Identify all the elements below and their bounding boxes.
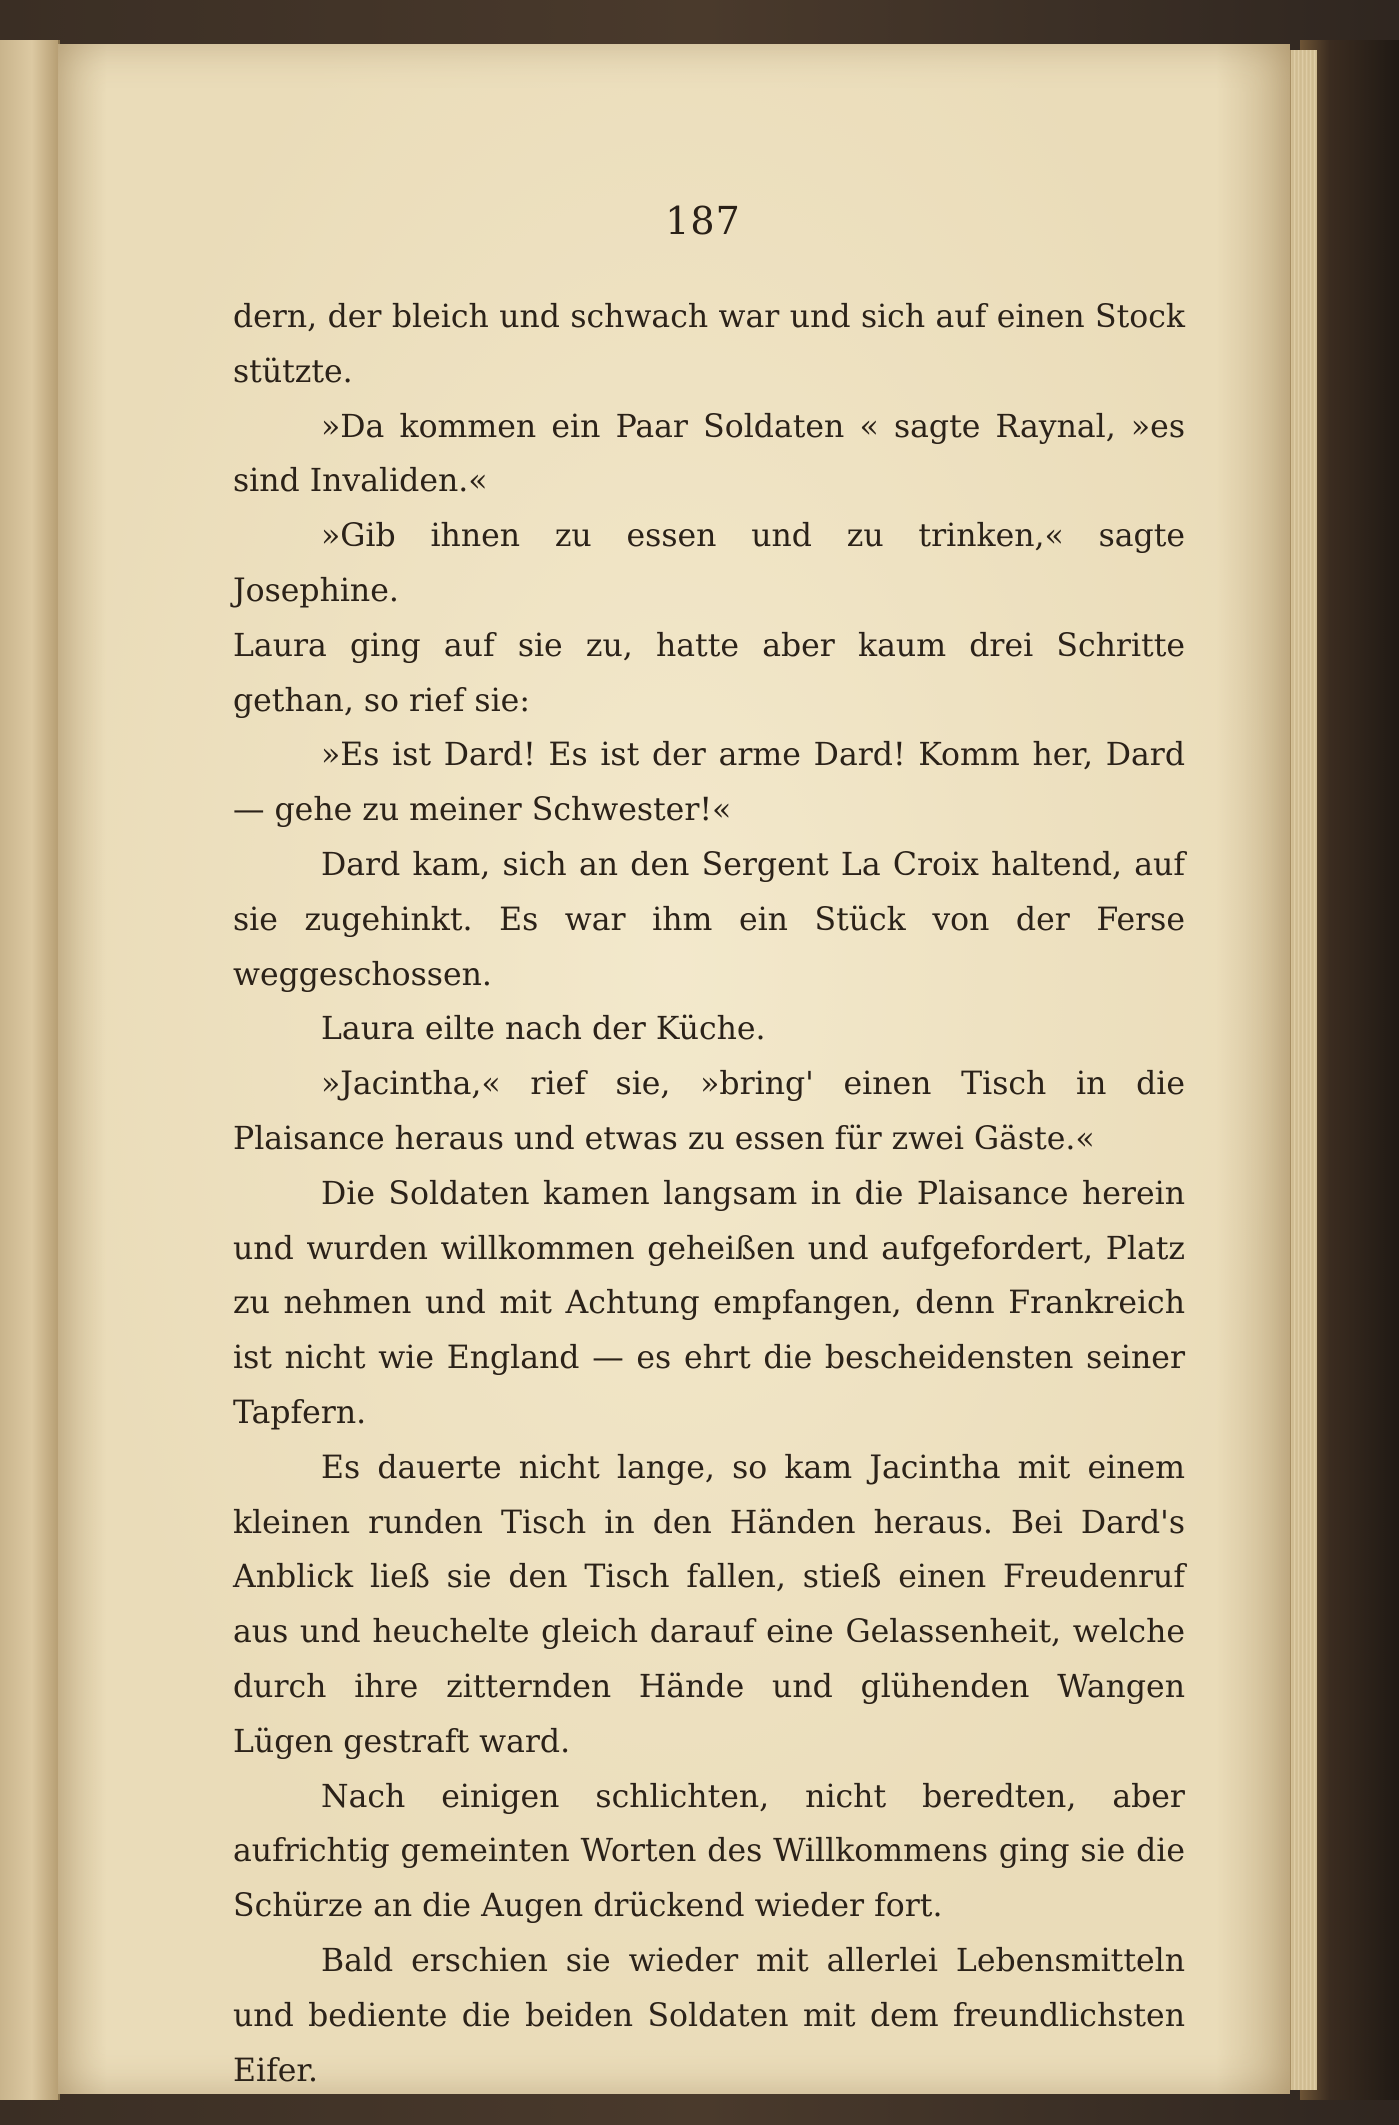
paragraph: »Da kommen ein Paar Soldaten « sagte Raynal, »es sind Invaliden.« (233, 408, 1185, 500)
paragraph: dern, der bleich und schwach war und sich auf einen Stock stützte. (233, 299, 1185, 390)
paragraph: Bald erschien sie wieder mit allerlei Lebensmitteln und bediente die beiden Soldaten mit dem freundlichsten Eifer. (233, 1942, 1185, 2089)
paragraph: »Gib ihnen zu essen und zu trinken,« sagte Josephine. (233, 518, 1185, 609)
page-edges (1290, 50, 1317, 2090)
paragraph: Es dauerte nicht lange, so kam Jacintha mit einem kleinen runden Tisch in den Händen heraus. Bei Dard's Anblick ließ sie den Tisch fallen, stieß einen Freudenruf aus und heuchelte gleich darauf eine Gelassenheit, welche durch ihre zitternden Hände und glühenden Wangen Lügen gestraft ward. (233, 1449, 1185, 1760)
paragraph: Laura eilte nach der Küche. (321, 1011, 766, 1048)
page-text (233, 290, 1185, 2098)
left-page-edge (0, 40, 60, 2100)
page-number: 187 (665, 199, 741, 243)
book-page (58, 44, 1290, 2094)
paragraph: Dard kam, sich an den Sergent La Croix haltend, auf sie zugehinkt. Es war ihm ein Stück von der Ferse weggeschossen. (233, 846, 1185, 993)
paragraph: Die Soldaten kamen langsam in die Plaisance herein und wurden willkommen geheißen und aufgefordert, Platz zu nehmen und mit Achtung empfangen, denn Frankreich ist nicht wie England — es ehrt die bescheidensten seiner Tapfern. (233, 1175, 1185, 1431)
paragraph: Laura ging auf sie zu, hatte aber kaum drei Schritte gethan, so rief sie: (233, 627, 1185, 719)
paragraph: »Es ist Dard! Es ist der arme Dard! Komm her, Dard — gehe zu meiner Schwester!« (233, 737, 1185, 829)
paragraph: »Jacintha,« rief sie, »bring' einen Tisch in die Plaisance heraus und etwas zu essen für zwei Gäste.« (233, 1066, 1185, 1157)
paragraph: Nach einigen schlichten, nicht beredten, aber aufrichtig gemeinten Worten des Willkommens ging sie die Schürze an die Augen drückend wieder fort. (233, 1778, 1185, 1925)
